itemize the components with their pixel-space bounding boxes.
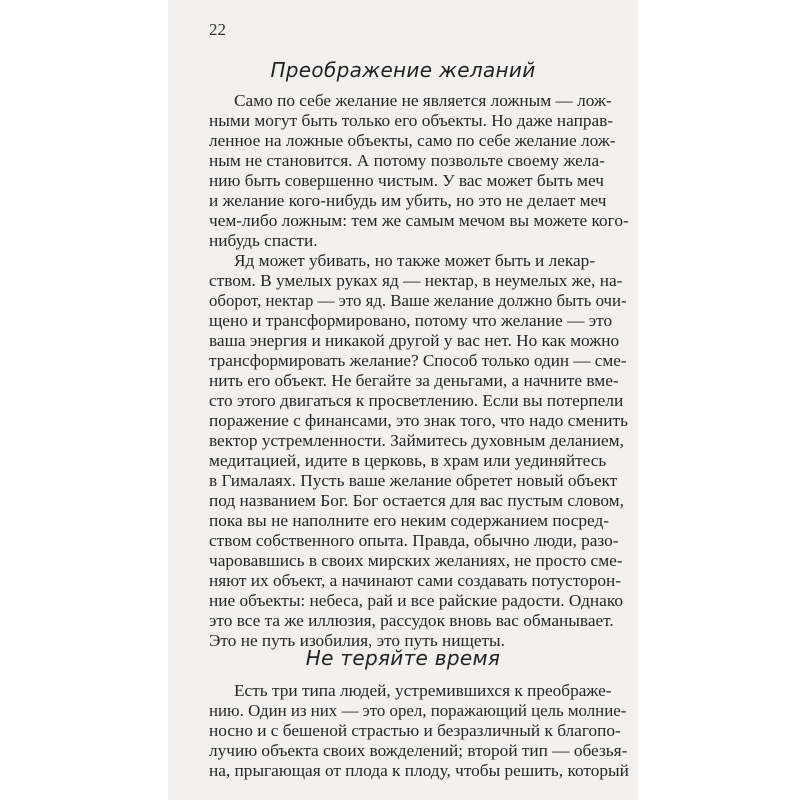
text-line: Само по себе желание не является ложным — лож- (234, 91, 612, 110)
text-line: носно и с бешеной страстью и безразличный к благопо- (209, 721, 621, 740)
text-line: щено и трансформировано, потому что желание — это (209, 311, 613, 330)
text-line: ством. В умелых руках яд — нектар, в неумелых же, на- (209, 271, 623, 290)
section-heading-dont-waste-time: Не теряйте время (305, 646, 501, 670)
text-line: Яд может убивать, но также может быть и лекар- (234, 251, 596, 270)
page-number: 22 (209, 20, 226, 39)
text-line: ными могут быть только его объекты. Но даже направ- (209, 111, 614, 130)
text-line: Есть три типа людей, устремившихся к преображе- (234, 681, 612, 700)
text-line: няют их объект, а начинают сами создавать потусторон- (209, 571, 622, 590)
text-line: нить его объект. Не бегайте за деньгами, а начните вме- (209, 371, 619, 390)
section-heading-transformation-of-desires: Преображение желаний (270, 58, 536, 82)
text-line: и желание кого-нибудь им убить, но это не делает меч (209, 191, 607, 210)
text-line: сто этого двигаться к просветлению. Если вы потерпели (209, 391, 624, 410)
text-line: ством собственного опыта. Правда, обычно люди, разо- (209, 531, 619, 550)
text-line: нибудь спасти. (209, 231, 318, 250)
text-line: медитацией, идите в церковь, в храм или уединяйтесь (209, 451, 607, 470)
text-line: в Гималаях. Пусть ваше желание обретет новый объект (209, 471, 618, 490)
text-line: это все та же иллюзия, рассудок вновь вас обманывает. (209, 611, 614, 630)
text-line: Это не путь изобилия, это путь нищеты. (209, 631, 505, 650)
text-line: под названием Бог. Бог остается для вас пустым словом, (209, 491, 624, 510)
text-line: нию быть совершенно чистым. У вас может быть меч (209, 171, 604, 190)
text-line: ленное на ложные объекты, само по себе желание лож- (209, 131, 616, 150)
text-line: чем-либо ложным: тем же самым мечом вы можете кого- (209, 211, 629, 230)
text-line: чаровавшись в своих мирских желаниях, не просто сме- (209, 551, 623, 570)
text-line: оборот, нектар — это яд. Ваше желание должно быть очи- (209, 291, 627, 310)
text-line: поражение с финансами, это знак того, что надо сменить (209, 411, 628, 430)
text-line: ние объекты: небеса, рай и все райские радости. Однако (209, 591, 623, 610)
text-line: ваша энергия и никакой другой у вас нет. Но как можно (209, 331, 620, 350)
text-line: трансформировать желание? Способ только один — сме- (209, 351, 627, 370)
text-line: вектор устремленности. Займитесь духовным деланием, (209, 431, 624, 450)
text-line: пока вы не наполните его неким содержанием посред- (209, 511, 610, 530)
book-page (168, 0, 638, 800)
text-line: на, прыгающая от плода к плоду, чтобы решить, который (209, 761, 629, 780)
text-line: нию. Один из них — это орел, поражающий цель молние- (209, 701, 627, 720)
text-line: лучию объекта своих вожделений; второй тип — обезья- (209, 741, 628, 760)
text-line: ным не становится. А потому позвольте своему жела- (209, 151, 605, 170)
